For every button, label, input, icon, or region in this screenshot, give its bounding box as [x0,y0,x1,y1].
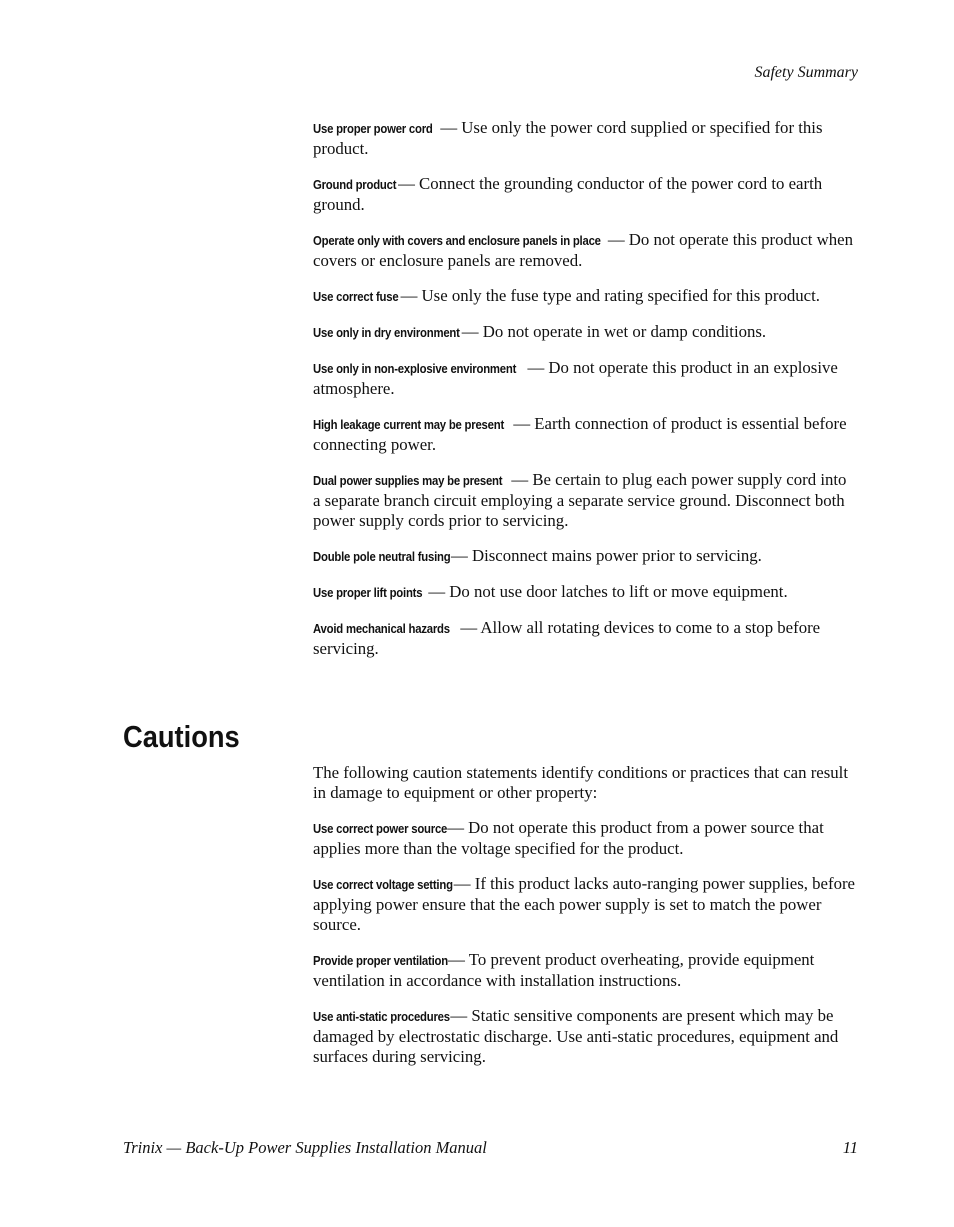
list-item [313,322,858,343]
list-item [313,818,858,859]
item-text: — Disconnect mains power prior to servicing. [451,546,762,565]
item-term: Use proper power cord [313,121,433,136]
item-term: Use correct fuse [313,289,399,304]
list-item [313,950,858,991]
list-item [313,618,858,659]
item-term: Use only in non-explosive environment [313,361,517,376]
list-item [313,118,858,159]
item-text: — Do not operate this product when covers or enclosure panels are removed. [313,230,853,270]
item-text: — Do not use door latches to lift or move equipment. [428,582,788,601]
warnings-list [313,118,858,674]
list-item [313,358,858,399]
list-item [313,286,858,307]
item-text: — Be certain to plug each power supply cord into a separate branch circuit employing a separate service ground. Disconnect both power supply cords prior to servicing. [313,470,847,530]
item-term: Provide proper ventilation [313,953,448,968]
running-header: Safety Summary [754,64,858,81]
item-text: — Do not operate this product from a power source that applies more than the voltage specified for the product. [313,818,824,858]
item-term: Use only in dry environment [313,325,460,340]
item-term: High leakage current may be present [313,417,505,432]
item-term: Double pole neutral fusing [313,549,451,564]
item-text: — Earth connection of product is essential before connecting power. [313,414,847,454]
item-term: Use correct power source [313,821,448,836]
section-heading-cautions: Cautions [123,719,240,754]
list-item [313,546,858,567]
cautions-intro: The following caution statements identify conditions or practices that can result in damage to equipment or other property: [313,763,848,802]
item-text: — Do not operate this product in an explosive atmosphere. [313,358,838,398]
item-term: Avoid mechanical hazards [313,621,450,636]
item-text: — Do not operate in wet or damp conditions. [461,322,767,341]
item-text: — If this product lacks auto-ranging power supplies, before applying power ensure that the each power supply is set to match the power source. [313,874,855,934]
list-item [313,470,858,531]
footer-manual-title: Trinix — Back-Up Power Supplies Installation Manual [123,1138,487,1157]
item-term: Operate only with covers and enclosure panels in place [313,233,601,248]
list-item [313,174,858,215]
item-text: — Use only the power cord supplied or specified for this product. [313,118,823,158]
item-term: Use anti-static procedures [313,1009,450,1024]
item-text: — To prevent product overheating, provide equipment ventilation in accordance with installation instructions. [313,950,815,990]
item-term: Use correct voltage setting [313,877,453,892]
item-term: Ground product [313,177,397,192]
item-text: — Use only the fuse type and rating specified for this product. [400,286,820,305]
list-item [313,230,858,271]
footer-page-number: 11 [842,1138,858,1157]
item-text: — Static sensitive components are present which may be damaged by electrostatic discharge. Use anti-static procedures, equipment and surfaces during servicing. [313,1006,839,1066]
list-item [313,414,858,455]
item-term: Dual power supplies may be present [313,473,503,488]
list-item [313,1006,858,1067]
list-item [313,874,858,935]
item-text: — Allow all rotating devices to come to a stop before servicing. [313,618,821,658]
item-term: Use proper lift points [313,585,423,600]
cautions-list [313,763,858,1082]
item-text: — Connect the grounding conductor of the power cord to earth ground. [313,174,823,214]
list-item [313,582,858,603]
